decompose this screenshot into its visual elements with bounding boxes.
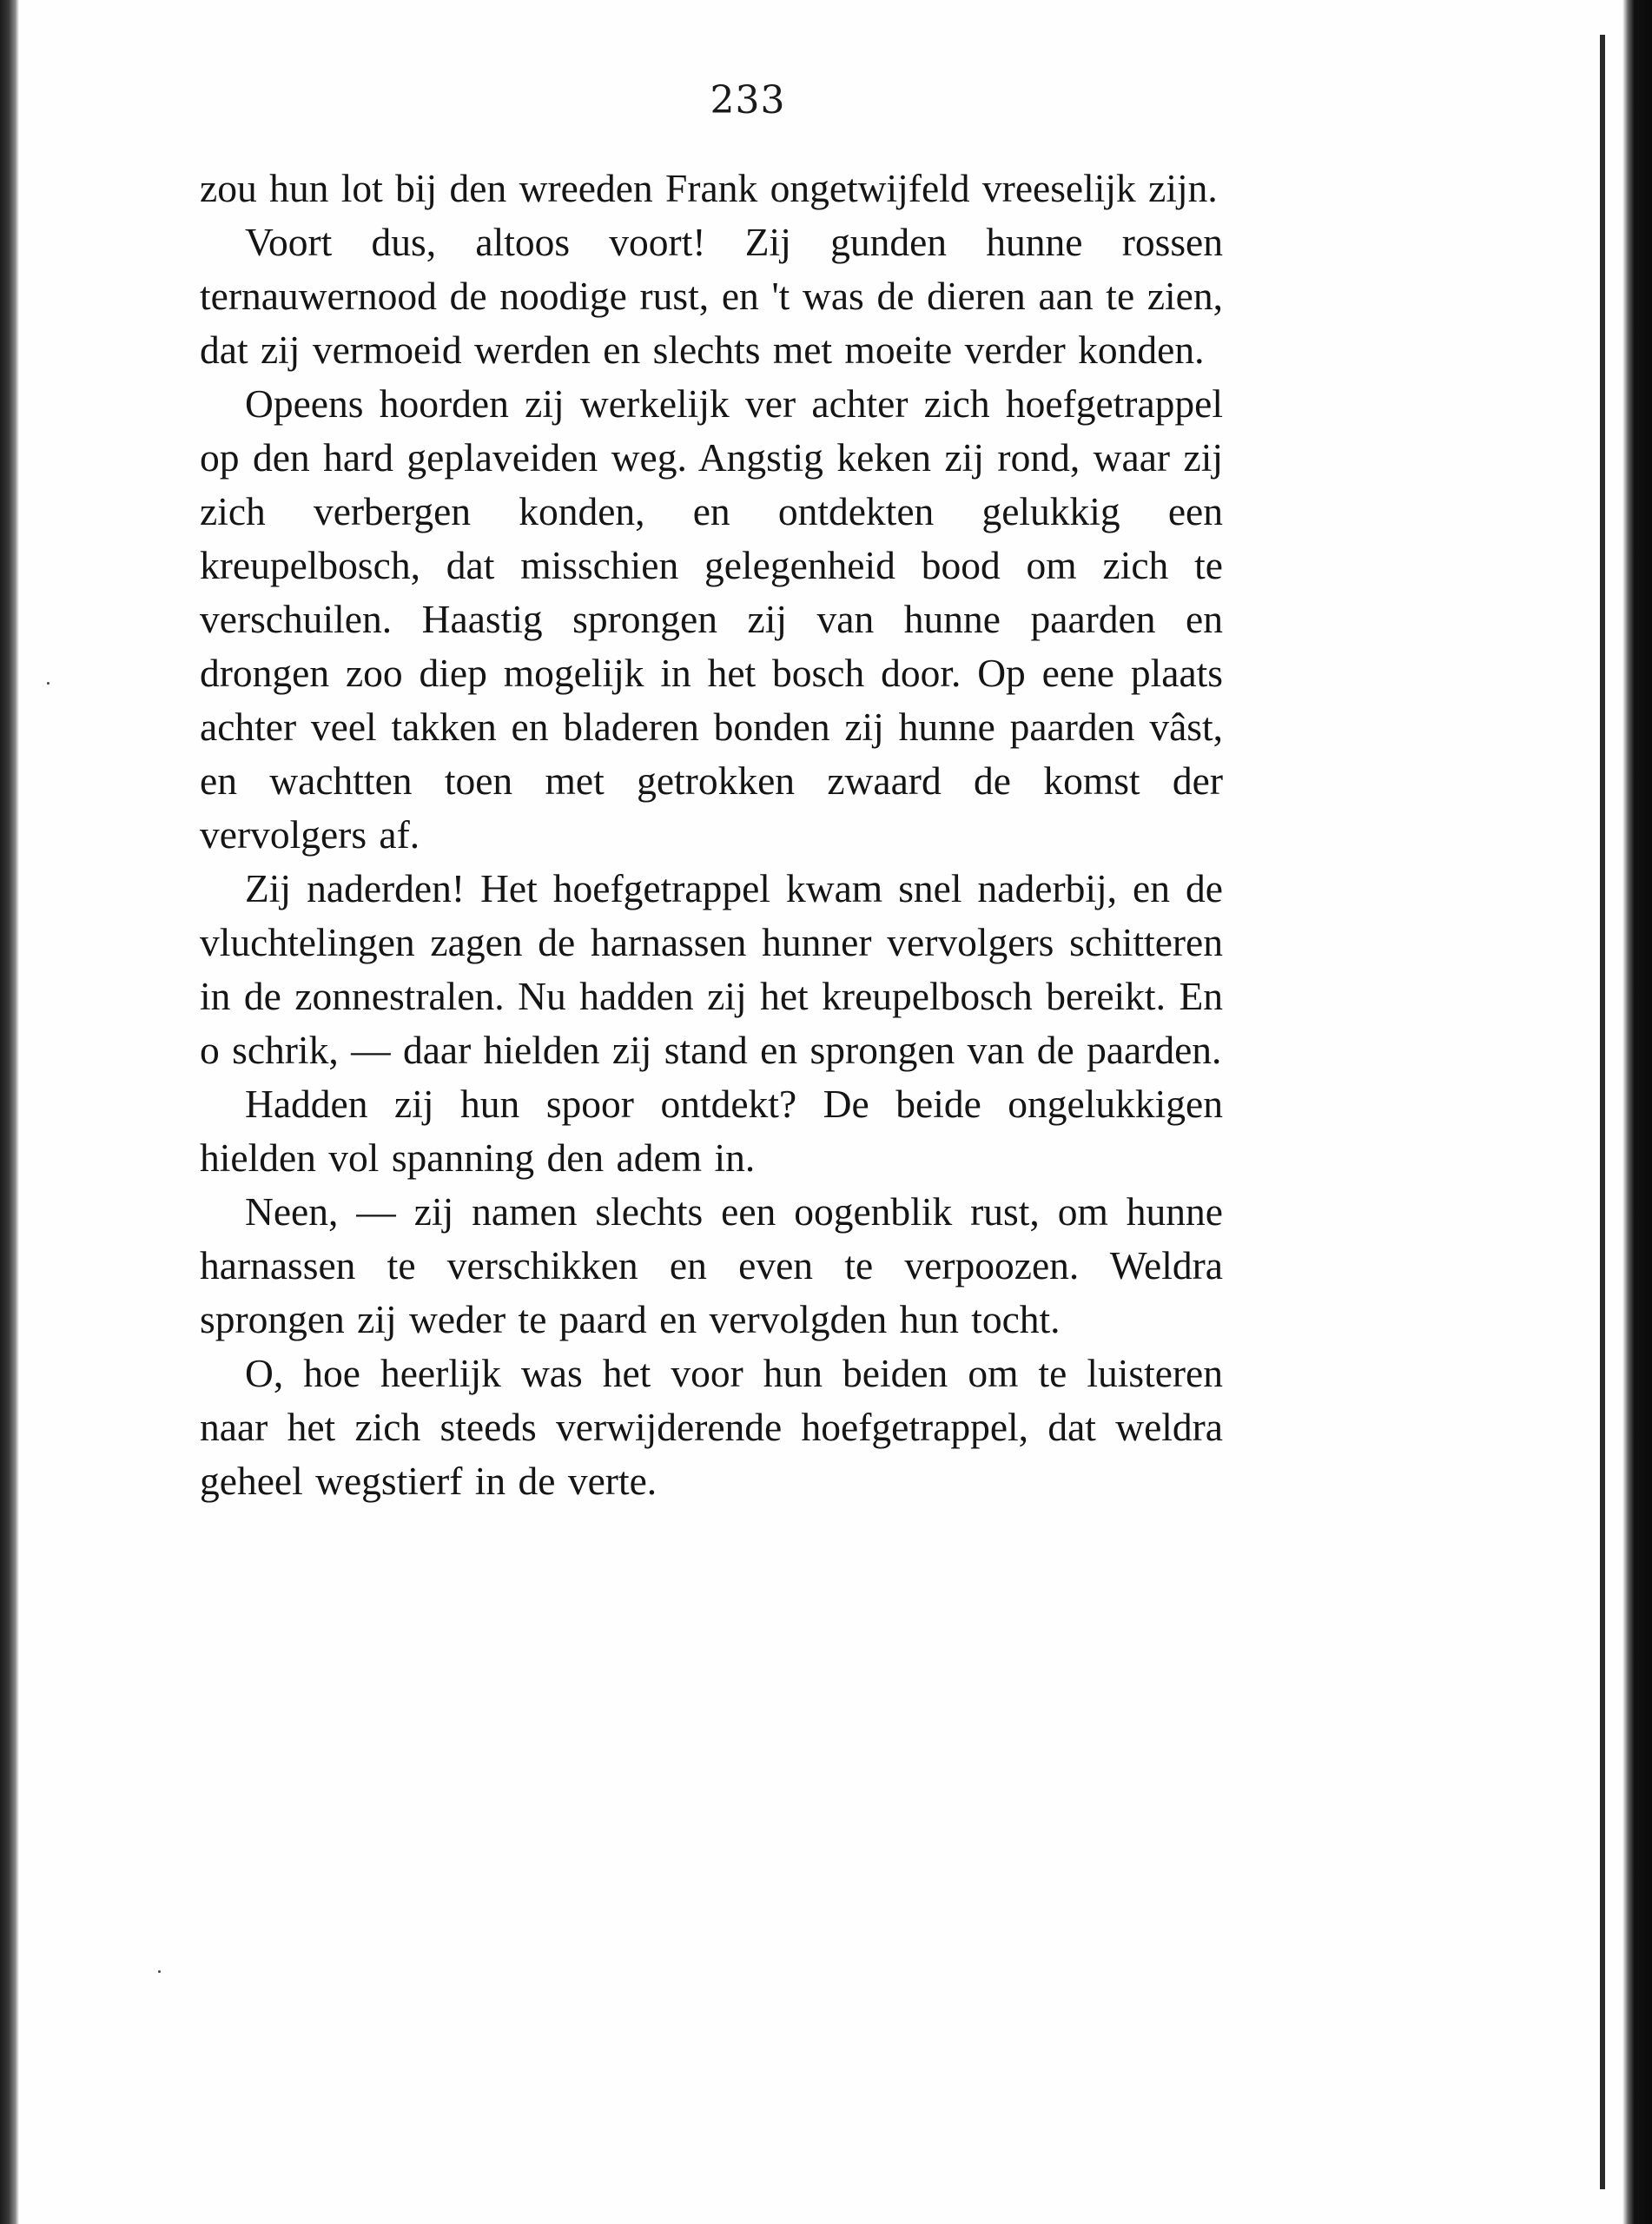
scan-speck	[158, 1970, 161, 1973]
paragraph: zou hun lot bij den wreeden Frank ongetwijfeld vreeselijk zijn.	[200, 166, 1218, 210]
scan-gutter-line	[1600, 35, 1605, 2189]
paragraph: Hadden zij hun spoor ontdekt? De beide ongelukkigen hielden vol spanning den adem in.	[200, 1082, 1223, 1180]
paragraph: O, hoe heerlijk was het voor hun beiden om te luisteren naar het zich steeds verwijderende hoefgetrappel, dat weldra geheel wegstierf in de verte.	[200, 1351, 1223, 1503]
paragraph: Zij naderden! Het hoefgetrappel kwam snel naderbij, en de vluchtelingen zagen de harnassen hunner vervolgers schitteren in de zonnestralen. Nu hadden zij het kreupelbosch bereikt. En o schrik, — daar hielden zij stand en sprongen van de paarden.	[200, 866, 1223, 1072]
paragraph: Opeens hoorden zij werkelijk ver achter zich hoefgetrappel op den hard geplaveiden weg. Angstig keken zij rond, waar zij zich verbergen konden, en ontdekten gelukkig een kreupelbosch, dat misschien gelegenheid bood om zich te verschuilen. Haastig sprongen zij van hunne paarden en drongen zoo diep mogelijk in het bosch door. Op eene plaats achter veel takken en bladeren bonden zij hunne paarden vâst, en wachtten toen met getrokken zwaard de komst der vervolgers af.	[200, 381, 1223, 857]
scan-edge-left	[0, 0, 19, 2224]
body-text	[200, 162, 1223, 1508]
scan-speck	[47, 682, 50, 685]
paragraph: Voort dus, altoos voort! Zij gunden hunne rossen ternauwernood de noodige rust, en 't was de dieren aan te zien, dat zij vermoeid werden en slechts met moeite verder konden.	[200, 220, 1223, 372]
scan-edge-right	[1622, 0, 1652, 2224]
page-number: 233	[710, 78, 786, 122]
paragraph: Neen, — zij namen slechts een oogenblik rust, om hunne harnassen te verschikken en even te verpoozen. Weldra sprongen zij weder te paard en vervolgden hun tocht.	[200, 1189, 1223, 1341]
